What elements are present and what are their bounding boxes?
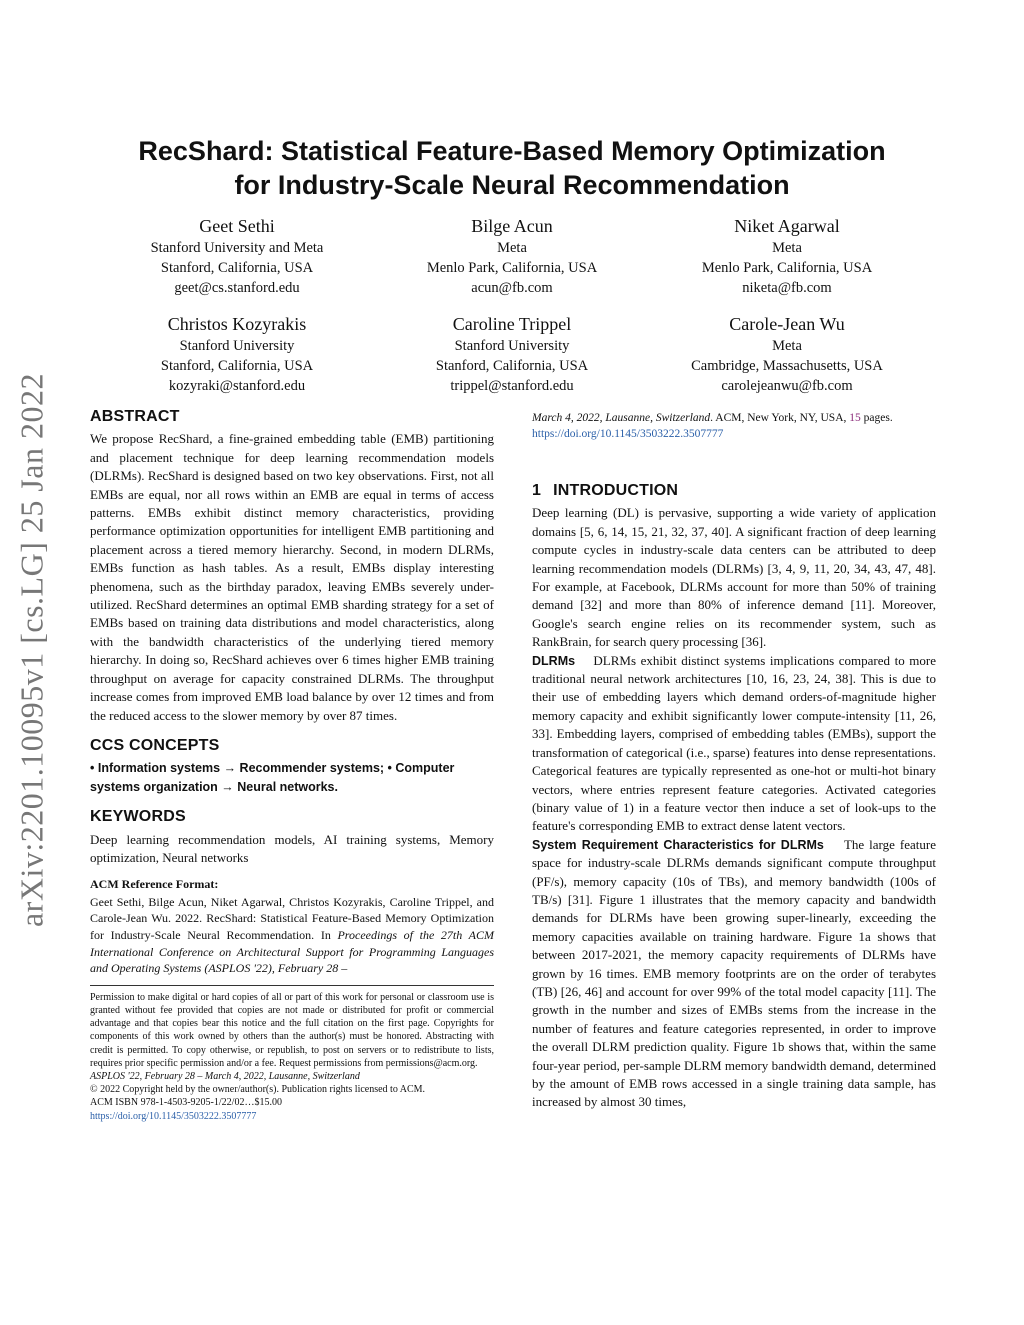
author-block — [372, 312, 652, 396]
intro-paragraph-2 — [532, 652, 936, 836]
introduction-heading — [532, 482, 936, 500]
doi-link[interactable]: https://doi.org/10.1145/3503222.3507777 — [90, 1110, 257, 1122]
reference-pages-word: pages. — [860, 412, 893, 424]
author-block — [647, 312, 927, 396]
isbn-line: ACM ISBN 978-1-4503-9205-1/22/02…$15.00 — [90, 1097, 282, 1109]
page-count-link[interactable]: 15 — [849, 412, 861, 424]
author-location: Stanford, California, USA — [160, 260, 314, 276]
author-affiliation: Meta — [772, 338, 802, 354]
author-block — [647, 214, 927, 298]
acm-reference-heading: ACM Reference Format: — [90, 877, 219, 892]
dlrms-runin-heading: DLRMs — [532, 653, 576, 668]
author-email: trippel@stanford.edu — [450, 378, 574, 394]
abstract-text: We propose RecShard, a fine-grained embedding table (EMB) partitioning and placement technique for deep learning recommendation models (DLRMs). RecShard is designed based on two key observations. First, not all EMBs are equal, nor all rows within an EMB are equal in terms of access patterns. EMBs exhibit distinct memory characteristics, providing performance optimization opportunities for intelligent EMB partitioning and placement across a tiered memory hierarchy. Second, in modern DLRMs, EMBs function as hash tables. As a result, EMBs display interesting phenomena, such as the birthday paradox, leaving EMBs severely under-utilized. RecShard determines an optimal EMB sharding strategy for a set of EMBs based on training data distributions and model characteristics, along with the bandwidth characteristics of the underlying tiered memory hierarchy. In doing so, RecShard achieves over 6 times higher EMB training throughput on average for capacity constrained DLRMs. The throughput increase comes from improved EMB load balance by over 12 times and from the reduced access to the slower memory by over 87 times. — [90, 431, 494, 723]
reference-continuation — [532, 410, 936, 426]
copyright-line: © 2022 Copyright held by the owner/author(s). Publication rights licensed to ACM. — [90, 1084, 426, 1096]
author-affiliation: Stanford University — [454, 338, 570, 354]
reference-date-location: March 4, 2022, Lausanne, Switzerland — [532, 412, 711, 424]
intro-paragraph-3 — [532, 836, 936, 1112]
author-block — [372, 214, 652, 298]
author-email: acun@fb.com — [471, 280, 553, 296]
author-affiliation: Stanford University and Meta — [150, 240, 324, 256]
system-requirements-text: The large feature space for industry-scale DLRMs demands significant compute throughput (PF/s), memory capacity (10s of TBs), and memory bandwidth (100s of TB/s) [31]. Figure 1 illustrates that the memory capacity and bandwidth demands for DLRMs have been growing super-linearly, exceeding the memory capacities available on training hardware. Figure 1a shows that between 2017-2021, the memory capacity requirements of DLRMs have grown by 16 times. EMB memory footprints are on the order of terabytes (TB) [26, 46] and account for over 99% of the total model capacity [11]. The growth in the number and sizes of EMBs stems from the increase in the number of features and feature categories represented, in order to improve the overall DLRM prediction quality. Figure 1b shows that, within the same four-year period, per-sample DLRM memory bandwidth demand, determined by the amount of EMB rows accessed in a single training data sample, has increased by almost 30 times, — [532, 836, 937, 1110]
section-title: INTRODUCTION — [553, 482, 679, 499]
author-name: Carole-Jean Wu — [729, 314, 845, 334]
acm-reference-text — [90, 894, 494, 977]
author-location: Stanford, California, USA — [435, 358, 589, 374]
title-line-1: RecShard: Statistical Feature-Based Memory Optimization — [138, 136, 886, 166]
author-name: Niket Agarwal — [734, 216, 840, 236]
abstract-heading: ABSTRACT — [90, 408, 180, 425]
ccs-heading: CCS CONCEPTS — [90, 736, 220, 754]
left-column — [90, 408, 494, 1123]
author-name: Bilge Acun — [471, 216, 553, 236]
arxiv-stamp-text: arXiv:2201.10095v1 [cs.LG] 25 Jan 2022 — [13, 372, 50, 928]
permission-block — [90, 985, 494, 1123]
author-block — [97, 312, 377, 396]
author-affiliation: Meta — [497, 240, 527, 256]
author-location: Menlo Park, California, USA — [426, 260, 598, 276]
ccs-text: • Information systems → Recommender systems; • Computer systems organization → Neural networks. — [90, 761, 455, 794]
author-affiliation: Meta — [772, 240, 802, 256]
reference-doi-link[interactable]: https://doi.org/10.1145/3503222.3507777 — [532, 428, 724, 440]
dlrms-paragraph-text: DLRMs exhibit distinct systems implications compared to more traditional neural network architectures [10, 16, 23, 24, 38]. This is due to their use of embedding layers which demand orders-of-magnitude higher memory capacity and exhibit significantly lower compute-intensity [11, 26, 33]. Embedding layers, comprised of embedding tables (EMBs), support the transformation of categorical (i.e., sparse) features into dense representations. Categorical features are typically represented as one-hot or multi-hot binary vectors, where entries represent feature categories. Activated categories (binary value of 1) in a feature vector then induce a set of look-ups to the feature's corresponding EMB to extract dense latent vectors. — [532, 652, 937, 834]
reference-publisher: . ACM, New York, NY, USA, — [710, 412, 850, 424]
permission-text: Permission to make digital or hard copies of all or part of this work for personal or classroom use is granted without fee provided that copies are not made or distributed for profit or commercial advantage and that copies bear this notice and the full citation on the first page. Copyrights for components of this work owned by others than the author(s) must be honored. Abstracting with credit is permitted. To copy otherwise, or republish, to post on servers or to redistribute to lists, requires prior specific permission and/or a fee. Request permissions from permissions@acm.org. — [90, 991, 494, 1069]
paper-title — [100, 134, 924, 202]
author-email: niketa@fb.com — [742, 280, 832, 296]
section-number: 1 — [532, 482, 542, 499]
intro-paragraph-1: Deep learning (DL) is pervasive, supporting a wide variety of application domains [5, 6, 14, 15, 21, 32, 37, 40]. A significant fraction of deep learning compute cycles in industry-scale data centers can be attributed to deep learning recommendation models (DLRMs) [3, 4, 9, 11, 20, 34, 43, 47, 48]. For example, at Facebook, DLRMs account for more than 50% of training demand [32] and more than 80% of inference demand [11]. Moreover, Google's search engine relies on its recommender system, such as RankBrain, for search query processing [36]. — [532, 505, 936, 650]
venue-line: ASPLOS '22, February 28 – March 4, 2022, Lausanne, Switzerland — [90, 1070, 360, 1082]
author-affiliation: Stanford University — [179, 338, 295, 354]
author-name: Christos Kozyrakis — [167, 314, 307, 334]
system-requirements-runin-heading: System Requirement Characteristics for DLRMs — [532, 837, 824, 852]
keywords-heading: KEYWORDS — [90, 808, 186, 826]
right-column — [532, 410, 936, 1112]
author-name: Geet Sethi — [199, 216, 275, 236]
author-location: Stanford, California, USA — [160, 358, 314, 374]
author-location: Menlo Park, California, USA — [701, 260, 873, 276]
author-name: Caroline Trippel — [452, 314, 572, 334]
author-location: Cambridge, Massachusetts, USA — [691, 358, 883, 374]
acm-reference-proceedings: Proceedings of the 27th ACM International Conference on Architectural Support for Programming Languages and Operating Systems (ASPLOS '22), February 28 – — [90, 927, 495, 976]
keywords-text: Deep learning recommendation models, AI training systems, Memory optimization, Neural networks — [90, 831, 494, 865]
author-email: carolejeanwu@fb.com — [721, 378, 853, 394]
title-line-2: for Industry-Scale Neural Recommendation — [234, 170, 790, 200]
arxiv-stamp — [10, 360, 54, 940]
author-block — [97, 214, 377, 298]
acm-reference-plain: Geet Sethi, Bilge Acun, Niket Agarwal, Christos Kozyrakis, Caroline Trippel, and Carole-Jean Wu. 2022. RecShard: Statistical Feature-Based Memory Optimization for Industry-Scale Neural Recommendation. In — [90, 894, 494, 942]
author-email: kozyraki@stanford.edu — [168, 378, 306, 394]
author-email: geet@cs.stanford.edu — [174, 280, 300, 296]
